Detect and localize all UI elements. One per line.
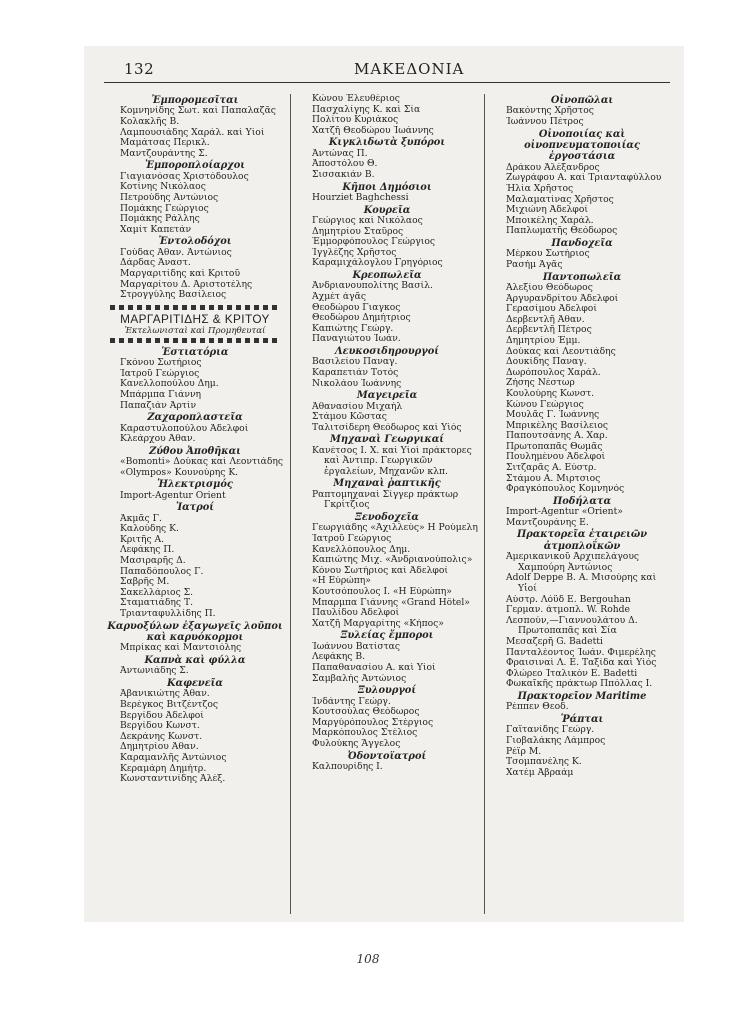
directory-entry: Ρέππεν Θεοδ.: [506, 702, 569, 713]
directory-entry: Τσομπανέλης Κ.: [506, 757, 582, 768]
directory-entry: «Bomonti» Δούκας καὶ Λεοντιάδης: [120, 457, 284, 468]
directory-entry: Καλπουρίδης Ι.: [312, 761, 383, 772]
directory-entry: Γκόνου Σωτήριος: [120, 358, 202, 369]
directory-entry: Φραισιναὶ Λ. Ε. Ταξίδα καὶ Υἱός: [506, 658, 657, 669]
category-heading: Κρεοπωλεῖα: [352, 269, 422, 281]
category-heading: Μηχαναὶ Γεωργικαί: [329, 434, 445, 446]
directory-entry: Ἀμερικανικοῦ Ἀρχιπελάγους Χαμπούρη Ἀντώνιος: [506, 552, 640, 573]
advertisement-subtitle: Ἐκτελωνισταὶ καὶ Προμηθευταί: [124, 325, 266, 336]
category-heading: Ἠλεκτρισμός: [157, 479, 233, 491]
directory-entry: Πασχαλίγης Κ. καὶ Σία: [312, 104, 421, 115]
directory-entry: Παπαδόπουλος Γ.: [120, 566, 204, 577]
ornament-border: [110, 305, 280, 310]
category-heading: Παντοπωλεῖα: [542, 271, 622, 283]
directory-entry: Χαμίτ Καπετάν: [120, 224, 192, 235]
directory-entry: Κωνσταντινίδης Ἀλέξ.: [120, 774, 226, 785]
directory-entry: «Η Εὐρώπη»: [312, 576, 371, 587]
directory-entry: Δεκράνης Κωνστ.: [120, 731, 203, 742]
directory-entry: Χατὲμ Ἀβραάμ: [506, 767, 574, 778]
category-heading: Λευκοσιδηρουργοί: [335, 345, 439, 357]
category-heading: Μηχαναὶ ῥαπτικῆς: [333, 478, 441, 490]
category-heading: Ῥάπται: [560, 713, 604, 725]
directory-entry: Δημητρίου Ἀθαν.: [120, 742, 199, 753]
directory-entry: Μέρκου Σωτήριος: [506, 249, 590, 260]
directory-entry: Βασιλείου Παναγ.: [312, 357, 398, 368]
directory-entry: Κολακλῆς Β.: [120, 117, 180, 127]
directory-entry: Στρογγύλης Βασίλειος: [120, 290, 227, 301]
directory-entry: Δερβεντλῆ Ἀθαν.: [506, 314, 585, 325]
directory-entry: Ἰωάννου Πέτρος: [506, 117, 584, 127]
directory-entry: Ἀκμᾶς Γ.: [120, 513, 162, 524]
directory-entry: Ρασήμ Ἀγᾶς: [506, 259, 563, 270]
directory-entry: Ἀποστόλου Θ.: [312, 159, 378, 170]
directory-entry: Θεοδώρου Δημήτριος: [312, 313, 411, 324]
directory-entry: Μουλᾶς Γ. Ἰωάννης: [506, 410, 600, 421]
directory-entry: Ἀνδριανουπολίτης Βασίλ.: [312, 281, 433, 292]
column-1: [104, 94, 286, 785]
directory-entry: Μαρκόπουλος Στέλιος: [312, 728, 418, 739]
category-heading: Κιγκλιδωτὰ ξυπόροι: [328, 137, 446, 149]
directory-entry: Γιαγιανόσας Χριστόδουλος: [120, 171, 249, 182]
category-heading: Κῆποι Δημόσιοι: [342, 181, 432, 193]
directory-entry: Φραγκόπουλος Κομνηνός: [506, 484, 625, 495]
category-heading: Οἰνοπῶλαι: [550, 95, 614, 106]
advertisement: [104, 305, 286, 343]
category-heading: Πρακτορεῖον Maritime: [517, 690, 647, 702]
directory-entry: Μιχιώνη Ἀδελφοί: [506, 205, 588, 216]
directory-entry: Μπρίκας καὶ Μαντσιόλης: [120, 643, 242, 654]
directory-entry: Παπλωματῆς Θεόδωρος: [506, 226, 618, 237]
directory-entry: Θεοδώρου Γιαγκος: [312, 302, 401, 313]
directory-entry: Δάρδας Ἀναστ.: [120, 258, 191, 269]
directory-entry: Πετρούδης Ἀντώνιος: [120, 192, 219, 203]
directory-entry: Τριανταφυλλίδης Π.: [120, 609, 216, 620]
directory-entry: Καραπετιάν Τοτός: [312, 367, 399, 378]
directory-entry: Import-Agentur «Orient»: [506, 507, 623, 518]
category-heading: Ζύθου Ἀποθῆκαι: [149, 445, 241, 457]
category-heading: Ζαχαροπλαστεῖα: [147, 412, 243, 424]
directory-entry: Πουλημένου Ἀδελφοί: [506, 452, 606, 463]
directory-entry: Κανέτσος Ι. Χ. καὶ Υἱοὶ πράκτορες καὶ Ἀντιπρ. Γεωργικῶν ἐργαλείων, Μηχανῶν κλπ.: [312, 445, 472, 477]
directory-entry: Στάμου Κῶστας: [312, 412, 387, 423]
directory-entry: Μαμάτσας Περικλ.: [120, 138, 210, 149]
directory-entry: Σακελλάριος Σ.: [120, 587, 194, 598]
directory-entry: Μπαρμπα Γιάννης «Grand Hôtel»: [312, 597, 470, 608]
directory-entry: Αὐστρ. Λόϋδ Ε. Bergouhan: [506, 594, 631, 605]
directory-entry: Βεργίδου Ἀδελφοί: [120, 710, 204, 721]
directory-entry: Γερμαν. ἀτμοπλ. W. Rohde: [506, 605, 630, 616]
directory-entry: Πανταλέοντος Ἰωάν. Φιμερέλης: [506, 647, 656, 658]
column-divider: [484, 94, 485, 914]
page-number: 132: [124, 60, 155, 78]
folio-number: 108: [356, 952, 380, 966]
directory-entry: Κλεάρχου Ἀθαν.: [120, 434, 196, 445]
directory-entry: Ἀντώνας Π.: [312, 148, 368, 159]
directory-entry: Φυλούκης Ἄγγελος: [312, 738, 401, 749]
directory-entry: Μαργύρόπουλος Στέργιος: [312, 717, 434, 728]
directory-entry: Ἰατροῦ Γεώργιος: [120, 368, 200, 379]
directory-entry: Καραμανλῆς Ἀντώνιος: [120, 753, 227, 763]
directory-entry: Import-Agentur Orient: [120, 490, 226, 501]
directory-entry: Πολίτου Κυριάκος: [312, 115, 399, 126]
directory-entry: Καραμιχάλογλου Γρηγόριος: [312, 258, 443, 269]
directory-entry: Παναγιώτου Ἰωάν.: [312, 334, 401, 345]
column-divider: [290, 94, 291, 914]
directory-entry: Μεσαζερῆ G. Badetti: [506, 637, 603, 647]
directory-entry: «Olympos» Κουνούρης Κ.: [120, 467, 239, 478]
directory-entry: Μαργαρίτου Δ. Ἀριστοτέλης: [120, 279, 253, 290]
category-heading: Ἰατροί: [175, 502, 215, 514]
directory-entry: Hourziet Baghchessi: [312, 192, 409, 203]
directory-entry: Γιοβαλάκης Λάμπρος: [506, 735, 606, 746]
directory-entry: Μαντζουράντης Σ.: [120, 148, 208, 159]
directory-entry: Σταματιάδης Τ.: [120, 598, 193, 609]
directory-entry: Σαβρῆς Μ.: [120, 577, 170, 588]
category-heading: Ὀδοντοϊατροί: [347, 750, 427, 762]
directory-entry: Μποικέλης Χαράλ.: [506, 215, 594, 226]
directory-entry: Δράκου Ἀλέξανδρος: [506, 162, 600, 173]
category-heading: Καπνὰ καὶ φύλλα: [144, 655, 246, 667]
directory-entry: Κριτῆς Α.: [120, 534, 165, 545]
directory-entry: Ζωγράφου Α. καὶ Τριανταφύλλου: [506, 173, 662, 184]
category-heading: Καρυοξύλων ἐξαγωγεῖς λοῦποι καὶ καρυόκορμοι: [107, 620, 283, 644]
directory-entry: Κουτσούλας Θεόδωρος: [312, 707, 420, 718]
directory-entry: Λαμπουσιάδης Χαράλ. καὶ Υἱοί: [120, 127, 265, 138]
directory-entry: Μαλαματίνας Χρῆστος: [506, 194, 614, 205]
directory-entry: Κοτίνης Νικόλαος: [120, 182, 206, 193]
category-heading: Ἐντολοδόχοι: [158, 236, 232, 248]
directory-entry: Ἰνδάντης Γεώργ.: [312, 696, 391, 707]
category-heading: Πρακτορεῖα ἑταιρειῶν ἀτμοπλοΐκῶν: [516, 529, 648, 552]
directory-entry: Ζήσης Νέστωρ: [506, 378, 575, 389]
directory-entry: Ἠλία Χρῆστος: [506, 184, 574, 194]
directory-entry: Στάμου Α. Μιρτσιος: [506, 473, 601, 484]
directory-entry: Γούδας Ἀθαν. Ἀντώνιος: [120, 247, 232, 258]
directory-entry: Χατζῆ Μαργαρίτης «Κήπος»: [312, 618, 444, 629]
directory-entry: Ἀλεξίου Θεόδωρος: [506, 282, 593, 293]
directory-entry: Παπαθανασίου Α. καὶ Υἱοί: [312, 663, 436, 673]
directory-entry: Παπουτσάνης Α. Χαρ.: [506, 431, 608, 442]
directory-entry: Σαμβαλής Ἀντώνιος: [312, 673, 407, 684]
directory-entry: Ἀντωνιάδης Σ.: [120, 666, 189, 677]
directory-entry: Βεργίδου Κωνστ.: [120, 721, 200, 732]
directory-entry: Ἰγγλέζης Χρῆστος: [312, 247, 397, 258]
directory-entry: Adolf Deppe B. A. Μισούρης καὶ Υἱοί: [506, 573, 657, 595]
directory-entry: Βερέγκος Βιτζέντζος: [120, 700, 219, 711]
directory-entry: Παπαζιάν Ἀρτίν: [120, 400, 197, 411]
directory-entry: Ρέϊρ Μ.: [506, 746, 542, 757]
directory-entry: Χατζῆ Θεοδώρου Ἰωάννης: [312, 125, 434, 136]
directory-entry: Δημητρίου Ἐμμ.: [506, 335, 581, 346]
directory-entry: Πομάκης Γεώργιος: [120, 203, 209, 214]
directory-entry: Ἐμμορφόπουλος Γεώργιος: [312, 237, 436, 248]
directory-entry: Μαργαριτίδης καὶ Κριτοῦ: [120, 268, 241, 279]
directory-entry: Παυλίδου Ἀδελφοί: [312, 608, 400, 619]
category-heading: Ξυλουργοί: [357, 685, 417, 697]
running-title: ΜΑΚΕΔΟΝΙΑ: [354, 60, 465, 78]
ornament-border: [110, 338, 280, 343]
directory-entry: Φωκαῖκῆς πράκτωρ Ππόλλας Ι.: [506, 679, 653, 690]
directory-entry: Γαϊτανίδης Γεώργ.: [506, 725, 595, 736]
directory-entry: Νικολάου Ἰωάννης: [312, 378, 402, 389]
category-heading: Ἑστιατόρια: [161, 346, 229, 358]
directory-entry: Μπάρμπα Γιάννη: [120, 389, 202, 400]
directory-entry: Δουκίδης Παναγ.: [506, 357, 587, 368]
directory-entry: Ἰατροῦ Γεώργιος: [312, 534, 392, 545]
directory-entry: Ἀργυρανδρίτου Ἀδελφοί: [506, 293, 619, 304]
column-2: [296, 94, 478, 773]
directory-entry: Πομάκης Ράλλης: [120, 214, 200, 225]
directory-entry: Δούκας καὶ Λεοντιάδης: [506, 346, 616, 357]
category-heading: Πανδοχεῖα: [551, 237, 613, 249]
directory-entry: Λεσπούν,—Γιαννουλάτου Δ. Πρωτοπαπᾶς καὶ Σία: [506, 615, 638, 637]
directory-entry: Ἀθανασίου Μιχαήλ: [312, 401, 403, 412]
directory-entry: Καπιώτης Γεώργ.: [312, 323, 394, 334]
category-heading: Ξενοδοχεῖα: [355, 512, 419, 524]
directory-entry: Σιτζαρᾶς Α. Εὐστρ.: [506, 463, 597, 474]
category-heading: Μαγειρεῖα: [356, 390, 418, 402]
directory-entry: Κώνου Ἐλευθέριος: [312, 94, 400, 104]
directory-entry: Μασιραρῆς Δ.: [120, 556, 186, 567]
directory-entry: Λεφάκης Β.: [312, 652, 366, 663]
category-heading: Ἐμπορομεσῖται: [151, 95, 239, 106]
directory-entry: Πρωτοπαπᾶς Θωμᾶς: [506, 441, 603, 452]
directory-entry: Ταλιτσίδερη Θεόδωρος καὶ Υἱός: [312, 422, 462, 433]
directory-entry: Δημητρίου Σταῦρος: [312, 226, 404, 237]
directory-entry: Ραπτομηχαναὶ Σίγγερ πράκτωρ Γκρίτζιος: [312, 489, 459, 511]
directory-entry: Γερασίμου Ἀδελφοί: [506, 304, 597, 315]
directory-entry: Κουλούρης Κωνστ.: [506, 388, 595, 399]
advertisement-title: ΜΑΡΓΑΡΙΤΙΔΗΣ & ΚΡΙΤΟΥ: [120, 311, 270, 326]
directory-entry: Σισσακιάν Β.: [312, 169, 375, 180]
category-heading: Ξυλείας ἔμποροι: [340, 630, 434, 642]
directory-entry: Δερβεντλῆ Πέτρος: [506, 325, 592, 336]
category-heading: Ἐμποροπλοίαρχοι: [144, 160, 245, 172]
column-3: [490, 94, 674, 778]
directory-entry: Κανελλοπούλου Δημ.: [120, 379, 219, 390]
category-heading: Ποδήλατα: [553, 495, 611, 507]
directory-entry: Κόνου Σωτήριος καὶ Ἀδελφοί: [312, 565, 448, 576]
directory-entry: Φλώρεο Ἰταλικὸν Ε. Badetti: [506, 668, 638, 679]
directory-entry: Κομνηνίδης Σωτ. καὶ Παπαλαζᾶς: [120, 106, 276, 117]
directory-entry: Γεώργιος καὶ Νικόλαος: [312, 215, 423, 226]
directory-entry: Κώνου Γεώργιος: [506, 399, 584, 410]
category-heading: Καφενεῖα: [167, 678, 223, 690]
directory-entry: Ἰωάννου Βατίστας: [312, 641, 401, 652]
category-heading: Οἰνοποιίας καὶ οἰνοπνευματοποιίας ἐργοστάσια: [524, 128, 640, 163]
directory-entry: Ἀβανικιώτης Ἀθαν.: [120, 689, 210, 700]
directory-entry: Βακόντης Χρῆστος: [506, 106, 594, 117]
directory-page: [84, 46, 684, 922]
directory-entry: Δωρόπουλος Χαράλ.: [506, 367, 601, 378]
directory-entry: Λεφάκης Π.: [120, 545, 175, 556]
category-heading: Κουρεῖα: [363, 204, 411, 216]
directory-entry: Κανελλόπουλος Δημ.: [312, 544, 411, 555]
directory-entry: Κουτσόπουλος Ι. «Η Εὐρώπη»: [312, 587, 452, 598]
directory-entry: Γεωργιάδης «Ἀχιλλεύς» Η Ρούμελη: [312, 523, 478, 534]
directory-entry: Καπιώτης Μιχ. «Ἀνδριανούπολις»: [312, 555, 473, 566]
directory-entry: Καραστυλοπούλου Ἀδελφοί: [120, 423, 249, 434]
header-rule: [104, 82, 670, 83]
directory-entry: Μαντζουράνης Ε.: [506, 517, 589, 528]
directory-entry: Μπρικέλης Βασίλειος: [506, 420, 609, 431]
directory-entry: Καλούδης Κ.: [120, 524, 179, 535]
directory-entry: Ἀχμέτ ἀγᾶς: [312, 291, 366, 302]
directory-entry: Κεραμάρη Δημήτρ.: [120, 763, 207, 774]
